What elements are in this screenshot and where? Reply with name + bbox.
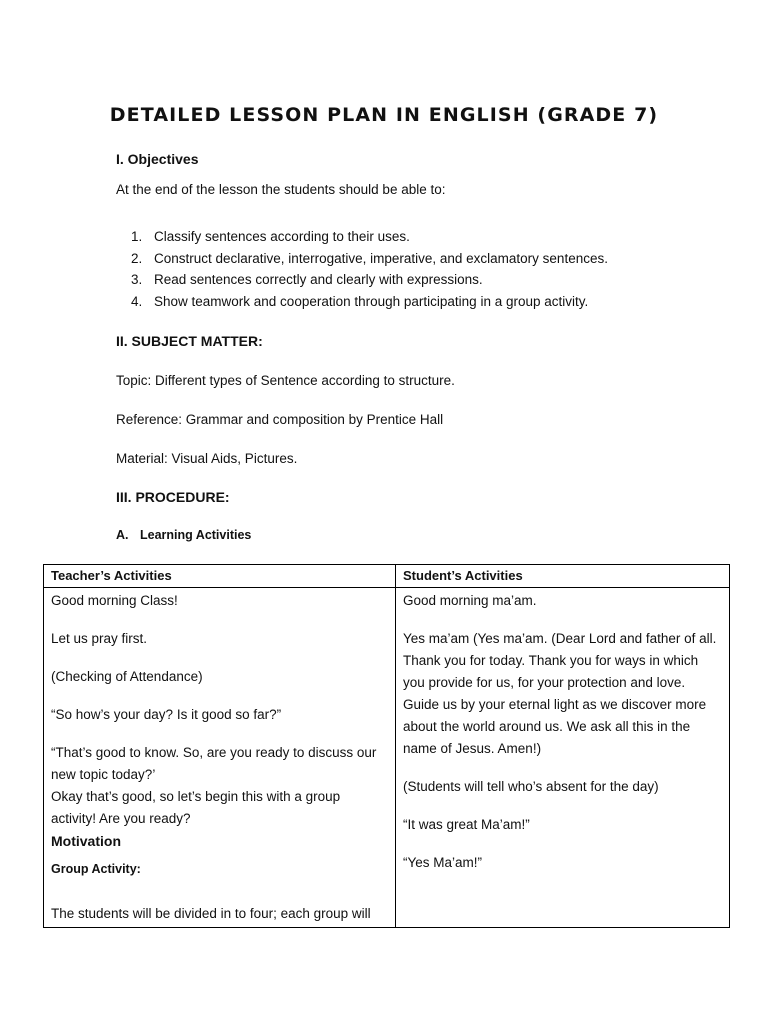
table-header-row <box>44 565 730 588</box>
table-row <box>44 588 730 928</box>
teacher-line: The students will be divided in to four; each group will <box>51 906 371 921</box>
student-line: (Students will tell who’s absent for the day) <box>403 779 659 794</box>
objective-item <box>131 293 608 315</box>
student-line: “Yes Ma’am!” <box>403 855 483 870</box>
objective-item <box>131 271 608 293</box>
subheading-label: Learning Activities <box>140 528 252 542</box>
objective-text: Construct declarative, interrogative, imperative, and exclamatory sentences. <box>154 250 608 266</box>
motivation-heading: Motivation <box>51 833 121 849</box>
teacher-line: Let us pray first. <box>51 631 148 646</box>
objectives-intro: At the end of the lesson the students should be able to: <box>116 182 446 197</box>
objectives-heading: I. Objectives <box>116 151 199 167</box>
learning-activities-subheading <box>116 528 251 542</box>
student-line: “It was great Ma’am!” <box>403 817 530 832</box>
teacher-activities-cell <box>44 588 396 928</box>
student-activities-header: Student’s Activities <box>396 565 730 588</box>
objective-item <box>131 250 608 272</box>
student-line: Yes ma’am (Yes ma’am. (Dear Lord and father of all. Thank you for today. Thank you for ways in which you provide for us, for your protection and love. Guide us by your eternal light as we discover more about the world around us. We ask all this in the name of Jesus. Amen!) <box>403 631 717 756</box>
subject-matter-heading: II. SUBJECT MATTER: <box>116 333 263 349</box>
student-activities-cell <box>396 588 730 928</box>
teacher-line: “That’s good to know. So, are you ready to discuss our new topic today?’ <box>51 745 377 782</box>
material-line: Material: Visual Aids, Pictures. <box>116 451 298 466</box>
student-line: Good morning ma’am. <box>403 593 537 608</box>
objective-number: 4. <box>131 294 143 310</box>
topic-line: Topic: Different types of Sentence according to structure. <box>116 373 455 388</box>
objective-text: Read sentences correctly and clearly with expressions. <box>154 272 483 288</box>
procedure-heading: III. PROCEDURE: <box>116 489 230 505</box>
teacher-line: (Checking of Attendance) <box>51 669 203 684</box>
activities-table <box>43 564 730 928</box>
reference-line: Reference: Grammar and composition by Prentice Hall <box>116 412 444 427</box>
teacher-line: Good morning Class! <box>51 593 178 608</box>
objective-item <box>131 228 608 250</box>
objective-number: 3. <box>131 272 143 288</box>
teacher-activities-header: Teacher’s Activities <box>44 565 396 588</box>
teacher-line: Okay that’s good, so let’s begin this with a group activity! Are you ready? <box>51 789 341 826</box>
objective-text: Show teamwork and cooperation through participating in a group activity. <box>154 294 589 310</box>
subheading-letter: A. <box>116 528 129 542</box>
objective-number: 2. <box>131 250 143 266</box>
objectives-list <box>131 228 608 315</box>
group-activity-heading: Group Activity: <box>51 862 141 876</box>
objective-number: 1. <box>131 229 143 244</box>
teacher-line: “So how’s your day? Is it good so far?” <box>51 707 282 722</box>
objective-text: Classify sentences according to their uses. <box>154 229 410 244</box>
document-title: DETAILED LESSON PLAN IN ENGLISH (GRADE 7) <box>109 104 659 126</box>
